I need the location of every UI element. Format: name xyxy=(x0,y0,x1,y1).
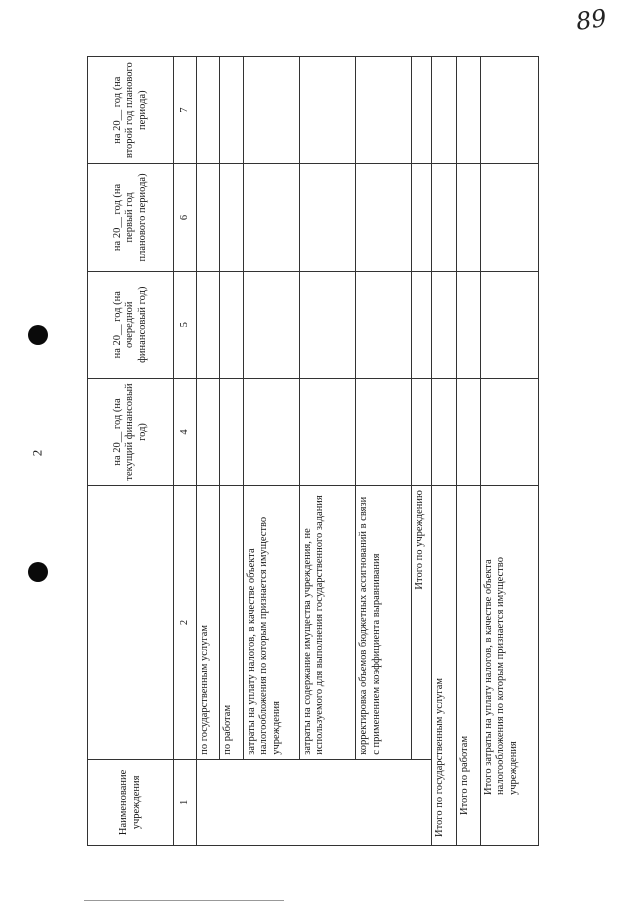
value-cell xyxy=(412,271,432,378)
col-number-4: 4 xyxy=(174,378,197,485)
value-cell xyxy=(456,57,480,164)
header-blank xyxy=(88,486,174,760)
value-cell xyxy=(412,378,432,485)
handwritten-page-number: 89 xyxy=(574,4,609,36)
value-cell xyxy=(299,164,355,271)
value-cell xyxy=(356,378,412,485)
row-label-adjustment: корректировка объемов бюджетных ассигнований в связи с применением коэффициента выравнивания xyxy=(356,486,412,760)
row-label-tax-costs: затраты на уплату налогов, в качестве объекта налогообложения по которым признается имущество учреждения xyxy=(243,486,299,760)
value-cell xyxy=(412,57,432,164)
table-row xyxy=(243,57,299,846)
row-label-maintenance-costs: затраты на содержание имущества учреждения, не используемого для выполнения государственного задания xyxy=(299,486,355,760)
column-number-row xyxy=(174,57,197,846)
table-row xyxy=(432,57,456,846)
institution-name-cell xyxy=(197,759,432,845)
value-cell xyxy=(299,57,355,164)
col-number-7: 7 xyxy=(174,57,197,164)
value-cell xyxy=(299,271,355,378)
value-cell xyxy=(219,164,243,271)
value-cell xyxy=(356,271,412,378)
table-header-row xyxy=(88,57,174,846)
value-cell xyxy=(480,378,538,485)
punch-hole-bottom xyxy=(28,562,48,582)
row-label-total-institution: Итого по учреждению xyxy=(412,486,432,760)
col-number-6: 6 xyxy=(174,164,197,271)
value-cell xyxy=(243,164,299,271)
value-cell xyxy=(480,164,538,271)
value-cell xyxy=(456,271,480,378)
printed-page-number-text: 2 xyxy=(29,449,45,457)
value-cell xyxy=(432,164,456,271)
table-row xyxy=(197,57,219,846)
header-second-planning-year: на 20__ год (на второй год планового периода) xyxy=(88,57,174,164)
value-cell xyxy=(480,271,538,378)
row-label-works: по работам xyxy=(219,486,243,760)
value-cell xyxy=(456,378,480,485)
table-row xyxy=(356,57,412,846)
header-first-planning-year: на 20__ год (на первый год планового периода) xyxy=(88,164,174,271)
table-row xyxy=(480,57,538,846)
value-cell xyxy=(219,378,243,485)
value-cell xyxy=(219,57,243,164)
row-label-total-tax-costs: Итого затраты на уплату налогов, в качестве объекта налогообложения по которым признается имущество учреждения xyxy=(480,486,538,846)
col-number-5: 5 xyxy=(174,271,197,378)
value-cell xyxy=(412,164,432,271)
value-cell xyxy=(197,164,219,271)
table-row xyxy=(219,57,243,846)
row-label-services: по государственным услугам xyxy=(197,486,219,760)
value-cell xyxy=(432,378,456,485)
row-label-total-services: Итого по государственным услугам xyxy=(432,486,456,846)
table-row xyxy=(456,57,480,846)
value-cell xyxy=(356,57,412,164)
value-cell xyxy=(243,378,299,485)
value-cell xyxy=(197,57,219,164)
value-cell xyxy=(432,271,456,378)
value-cell xyxy=(456,164,480,271)
header-institution-name: Наименование учреждения xyxy=(88,759,174,845)
allocation-table-wrapper xyxy=(87,56,539,846)
printed-page-number xyxy=(29,445,45,461)
col-number-1: 1 xyxy=(174,759,197,845)
header-next-year: на 20__ год (на очередной финансовый год) xyxy=(88,271,174,378)
header-current-year: на 20__ год (на текущий финансовый год) xyxy=(88,378,174,485)
allocation-table xyxy=(87,56,539,846)
table-row xyxy=(412,57,432,846)
table-row xyxy=(299,57,355,846)
value-cell xyxy=(219,271,243,378)
value-cell xyxy=(299,378,355,485)
value-cell xyxy=(197,378,219,485)
value-cell xyxy=(197,271,219,378)
row-label-total-works: Итого по работам xyxy=(456,486,480,846)
punch-hole-top xyxy=(28,325,48,345)
value-cell xyxy=(480,57,538,164)
value-cell xyxy=(356,164,412,271)
col-number-2: 2 xyxy=(174,486,197,760)
value-cell xyxy=(432,57,456,164)
value-cell xyxy=(243,271,299,378)
scan-edge-line xyxy=(84,900,284,901)
value-cell xyxy=(243,57,299,164)
